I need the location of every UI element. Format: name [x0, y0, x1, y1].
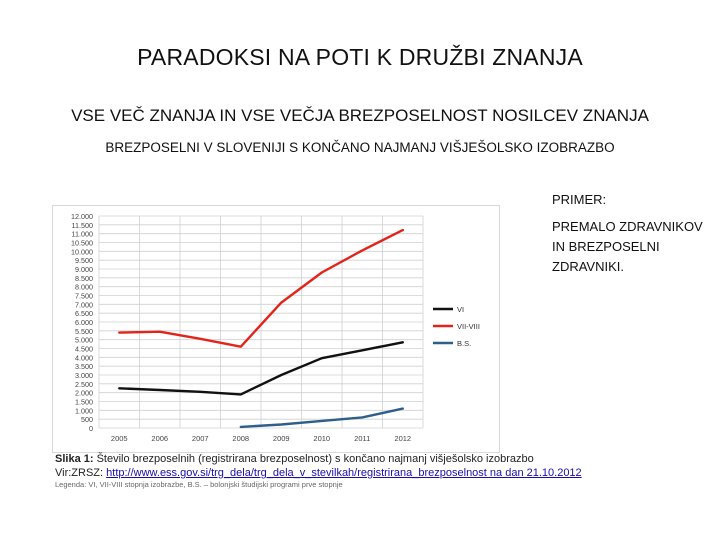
legend-label: VII-VIII — [457, 322, 480, 331]
slide-subsubtitle: BREZPOSELNI V SLOVENIJI S KONČANO NAJMANJ VIŠJEŠOLSKO IZOBRAZBO — [105, 140, 615, 155]
y-tick-label: 3.500 — [75, 362, 93, 372]
source-prefix: Vir:ZRSZ: — [55, 467, 107, 479]
legend-note: Legenda: VI, VII-VIII stopnja izobrazbe, B.S. – bolonjski študijski programi prve stopnje — [55, 480, 343, 489]
y-tick-label: 3.000 — [75, 371, 93, 380]
y-tick-label: 2.000 — [75, 388, 93, 398]
x-tick-label: 2011 — [354, 434, 371, 443]
y-tick-label: 6.500 — [75, 309, 93, 319]
y-tick-label: 500 — [81, 415, 93, 425]
y-tick-label: 9.500 — [75, 256, 93, 266]
x-tick-label: 2012 — [394, 434, 412, 443]
y-tick-label: 1.500 — [75, 397, 93, 407]
x-tick-label: 2005 — [110, 434, 128, 443]
side-note-heading: PRIMER: — [552, 192, 607, 207]
y-tick-label: 11.500 — [71, 220, 93, 230]
y-tick-label: 5.000 — [75, 335, 93, 345]
y-tick-label: 6.000 — [75, 318, 93, 327]
figure-caption — [55, 452, 655, 489]
x-tick-label: 2008 — [232, 434, 250, 443]
y-tick-label: 0 — [89, 424, 93, 433]
caption-label: Slika 1: — [55, 453, 94, 465]
slide-subtitle: VSE VEČ ZNANJA IN VSE VEČJA BREZPOSELNOST NOSILCEV ZNANJA — [71, 106, 649, 125]
y-tick-label: 8.500 — [75, 273, 93, 283]
legend-label: B.S. — [457, 339, 472, 348]
side-note-body: PREMALO ZDRAVNIKOV IN BREZPOSELNI ZDRAVNIKI. — [552, 219, 703, 274]
y-tick-label: 4.500 — [75, 344, 93, 354]
y-tick-label: 10.000 — [71, 247, 93, 257]
x-tick-label: 2006 — [151, 434, 169, 443]
chart-container — [52, 205, 500, 453]
y-tick-label: 2.500 — [75, 379, 93, 389]
x-tick-label: 2009 — [272, 434, 290, 443]
y-tick-label: 7.000 — [75, 300, 93, 310]
y-tick-label: 8.000 — [75, 282, 93, 292]
caption-text: Število brezposelnih (registrirana brezposelnost) s končano najmanj višješolsko izobrazbo — [93, 453, 534, 465]
series-line-b-s- — [241, 409, 403, 427]
y-tick-label: 12.000 — [71, 212, 93, 221]
x-tick-label: 2010 — [313, 434, 331, 443]
legend-label: VI — [457, 305, 465, 314]
y-tick-label: 11.000 — [71, 229, 93, 239]
y-tick-label: 9.000 — [75, 265, 93, 274]
y-tick-label: 5.500 — [75, 326, 93, 336]
source-link[interactable]: http://www.ess.gov.si/trg_dela/trg_dela_v_stevilkah/registrirana_brezposelnost na dan 21.10.2012 — [106, 467, 582, 479]
y-tick-label: 4.000 — [75, 353, 93, 363]
unemployment-line-chart — [53, 206, 499, 452]
y-tick-label: 1.000 — [75, 406, 93, 416]
y-tick-label: 7.500 — [75, 291, 93, 301]
slide-title: PARADOKSI NA POTI K DRUŽBI ZNANJA — [137, 44, 583, 70]
side-note — [552, 190, 717, 277]
y-tick-label: 10.500 — [71, 238, 93, 248]
x-tick-label: 2007 — [191, 434, 209, 443]
